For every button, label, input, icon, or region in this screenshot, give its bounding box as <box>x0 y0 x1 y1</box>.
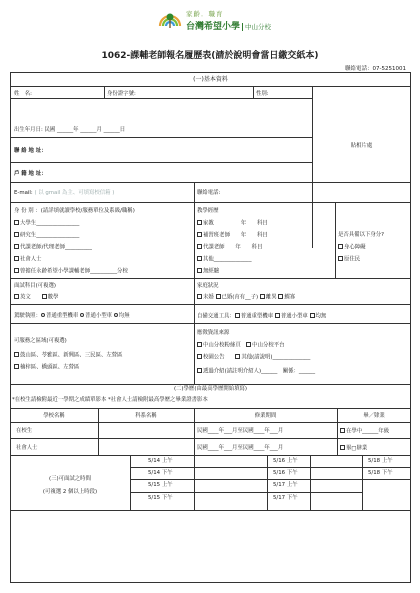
teaching-option-label: 補習班老師 <box>203 232 230 239</box>
areas-options-row1[interactable]: 鼓山區、苓雅區、新興區、三民區、左營區 <box>14 352 123 359</box>
id-label: 身份證字號: <box>107 91 136 97</box>
border-bottom <box>10 582 411 583</box>
education-status-label: 畢□肄業 <box>346 445 368 452</box>
slot-5-15-pm[interactable]: 5/15 下午 <box>148 495 173 501</box>
source-options-row3[interactable]: 透過介紹(請註明介紹人)______ 關係：______ <box>197 368 315 375</box>
divider <box>10 438 411 439</box>
divider <box>194 408 195 455</box>
application-form <box>10 72 411 583</box>
license-option-label: 普通重型機車 <box>45 313 79 319</box>
divider <box>10 304 411 305</box>
family-option-label: 已婚(育有__子) <box>221 294 259 301</box>
area-option-label: 苓雅區 <box>41 352 58 359</box>
identity-option-label: 曾擔任永齡希望小學課輔老師 <box>20 268 91 275</box>
teaching-option-other[interactable]: 其他______________ <box>197 256 252 263</box>
disability-question: 是否具備以下身分? <box>338 232 384 238</box>
contact-phone: 聯絡電話：07-5251001 <box>345 66 406 72</box>
teaching-option-cram[interactable] <box>197 232 268 239</box>
email-hint: ( 以 gmail 為主、可填寫校信箱 ) <box>34 190 115 196</box>
divider <box>10 182 411 183</box>
education-header-department: 科系名稱 <box>135 413 157 419</box>
logo-name <box>186 19 271 32</box>
teaching-year-word: 年 <box>235 244 241 251</box>
logo-branch-name: 中山分校 <box>242 23 271 31</box>
divider <box>98 408 99 455</box>
teaching-subject-word: 科目 <box>256 232 268 239</box>
divider <box>253 86 254 98</box>
divider <box>104 86 105 98</box>
education-row-student-period[interactable]: 民國____年___月至民國____年___月 <box>197 428 284 434</box>
education-note: *在校生請檢附最近一學期之成績單影本 *社會人士請檢附最高學歷之畢業證書影本 <box>12 397 208 403</box>
section-basic-heading: (一)基本資料 <box>193 76 228 83</box>
area-option-label: 左營區 <box>106 352 123 359</box>
family-option-label: 離異 <box>265 294 277 301</box>
divider <box>10 86 411 87</box>
identity-option-former-tutor[interactable]: 曾擔任永齡希望小學課輔老師__________分校 <box>14 268 128 275</box>
teaching-subject-word: 科目 <box>256 220 268 227</box>
teaching-option-none[interactable] <box>197 268 219 275</box>
identity-heading: 身 份 別 ：(請詳填就讀學校/服務單位及系級/職稱) <box>14 208 135 214</box>
address-label: 聯 絡 地 址： <box>14 148 47 154</box>
phone-label[interactable]: 聯絡電話: <box>197 190 221 196</box>
disability-option-indigenous[interactable] <box>338 256 360 263</box>
identity-option-label: 研究生 <box>20 232 37 239</box>
identity-option-undergrad[interactable]: 大學生________________ <box>14 220 79 227</box>
logo <box>157 6 287 40</box>
photo-placeholder[interactable]: 貼相片處 <box>350 143 373 149</box>
education-header-school: 學校名稱 <box>43 413 65 419</box>
teaching-option-label: 代課老師 <box>203 244 225 251</box>
source-options-row2[interactable]: 校園公告 其他(請說明)______________ <box>197 354 310 361</box>
divider <box>10 455 411 456</box>
identity-option-substitute[interactable]: 代課老師/代理老師__________ <box>14 244 92 251</box>
vehicle-option-label: 均無 <box>315 313 327 320</box>
family-heading: 家庭狀況 <box>197 283 219 289</box>
slot-5-18-pm[interactable]: 5/18 下午 <box>368 470 393 476</box>
area-option-label: 新興區 <box>63 352 80 359</box>
vehicle-label: 自備交通工具： <box>197 313 235 320</box>
family-option-label: 未婚 <box>203 294 214 301</box>
education-row-public-period[interactable]: 民國____年___月至民國____年___月 <box>197 445 284 451</box>
divider <box>310 455 311 510</box>
divider <box>10 384 411 385</box>
divider <box>267 455 268 510</box>
license-option-label: 均無 <box>118 313 130 319</box>
divider <box>10 202 411 203</box>
divider <box>10 162 312 163</box>
divider <box>335 202 336 278</box>
teaching-option-tutor[interactable] <box>197 220 268 227</box>
education-row-student-label: 在校生 <box>16 428 33 434</box>
teaching-option-label: 無經驗 <box>203 268 220 275</box>
divider <box>194 202 195 278</box>
areas-options-row2[interactable]: 楠梓區、橋頭區、左營區 <box>14 364 79 371</box>
vehicle-option-label: 普通小型車 <box>280 313 308 320</box>
teaching-year-word: 年 <box>240 232 247 239</box>
family-options[interactable] <box>197 294 295 301</box>
subjects-options[interactable] <box>14 294 58 301</box>
disability-option-label: 身心障礙 <box>344 244 366 251</box>
household-address-label: 戶 籍 地 址： <box>14 171 47 177</box>
area-option-label: 左營區 <box>63 364 80 371</box>
divider <box>130 479 411 480</box>
education-header-period: 修業期間 <box>254 413 277 419</box>
education-header-status: 畢／肄業 <box>363 413 385 419</box>
teaching-heading: 教學經歷 <box>197 208 219 214</box>
slot-5-18-am[interactable]: 5/18 上午 <box>368 458 393 464</box>
education-row-public-status[interactable] <box>340 445 367 452</box>
divider <box>10 323 411 324</box>
identity-option-label: 社會人士 <box>20 256 42 263</box>
birth-year-unit: 年 <box>73 127 79 133</box>
vehicle-option-label: 普通重型機車 <box>240 313 274 320</box>
disability-option-label: 原住民 <box>344 256 361 263</box>
identity-school-suffix: 分校 <box>117 268 128 275</box>
birth-day-unit: 日 <box>119 127 126 133</box>
subjects-heading: 面試科目(可複選) <box>14 283 56 289</box>
area-option-label: 楠梓區 <box>20 364 37 371</box>
border-left <box>10 72 11 583</box>
source-option-label: 中山分校平台 <box>252 342 285 349</box>
source-heading: 應徵資訊來源 <box>197 330 230 336</box>
section-education-heading: (二)學歷(由最高學歷開始填寫) <box>173 386 248 392</box>
divider <box>337 408 338 455</box>
divider <box>194 182 195 202</box>
teaching-option-label: 其他 <box>203 256 214 263</box>
slot-5-17-am[interactable]: 5/17 上午 <box>273 482 298 488</box>
slot-5-14-pm[interactable]: 5/14 下午 <box>148 470 173 476</box>
education-status-label: 在學中______年級 <box>346 428 390 435</box>
divider <box>10 408 411 409</box>
slot-5-14-am[interactable]: 5/14 上午 <box>148 458 173 464</box>
source-option-label: 校園公告 <box>203 354 225 361</box>
license-label: 駕駛執照： <box>14 313 41 319</box>
license-option-label: 普通小型車 <box>85 313 113 319</box>
border-top <box>10 72 411 73</box>
identity-option-graduate[interactable]: 研究生________________ <box>14 232 79 239</box>
divider <box>10 510 411 511</box>
slot-5-16-am[interactable]: 5/16 上午 <box>273 458 298 464</box>
form-title: 1062-課輔老師報名履歷表(請於說明會當日繳交紙本) <box>101 51 319 61</box>
slot-5-17-pm[interactable]: 5/17 下午 <box>273 495 298 501</box>
area-option-label: 三民區 <box>84 352 101 359</box>
teaching-option-label: 家教 <box>203 220 214 227</box>
logo-tagline: 家齡．職育 <box>186 10 224 18</box>
birth-month-unit: 月 <box>96 127 102 133</box>
divider <box>362 455 363 510</box>
teaching-subject-word: 科目 <box>251 244 263 251</box>
birth-label: 出生年月日: 民國 <box>14 127 56 133</box>
education-row-public-label: 社會人士 <box>16 445 38 451</box>
area-option-label: 鼓山區 <box>20 352 37 359</box>
subject-option-english: 英文 <box>20 294 31 301</box>
source-option-label: 其他(請說明) <box>241 354 273 361</box>
divider <box>10 98 312 99</box>
interview-sublabel: (可複選 2 個以上時段) <box>42 489 98 495</box>
birth-date-field[interactable]: 出生年月日: 民國 ______年 ______月 ______日 <box>14 127 126 133</box>
teaching-option-substitute[interactable] <box>197 244 262 251</box>
identity-option-public[interactable] <box>14 256 42 263</box>
identity-option-label: 大學生 <box>20 220 37 227</box>
interview-label: (三)可面試之時間 <box>49 476 91 482</box>
source-option-label: 透過介紹(請註明介紹人) <box>203 368 262 375</box>
source-options-row1[interactable] <box>197 342 285 349</box>
divider <box>194 455 195 510</box>
email-field[interactable] <box>14 190 114 197</box>
education-row-student-status[interactable] <box>340 428 389 435</box>
vehicle-options[interactable] <box>197 313 326 320</box>
divider <box>10 137 312 138</box>
subject-option-math: 數學 <box>47 294 59 301</box>
name-label: 姓 名: <box>14 91 32 97</box>
slot-5-15-am[interactable]: 5/15 上午 <box>148 482 173 488</box>
rainbow-tree-logo-icon <box>157 8 183 34</box>
divider <box>130 467 411 468</box>
teaching-year-word: 年 <box>240 220 247 227</box>
area-option-label: 橋頭區 <box>41 364 58 371</box>
divider <box>10 278 411 279</box>
divider <box>312 86 313 248</box>
logo-school-name: 台灣希望小學 <box>186 22 241 32</box>
family-option-label: 鰥寡 <box>284 294 296 301</box>
license-options[interactable] <box>14 313 130 320</box>
divider <box>194 323 195 384</box>
identity-option-label: 代課老師/代理老師 <box>20 244 65 251</box>
divider <box>130 455 131 510</box>
source-relation-label: 關係： <box>282 368 299 375</box>
slot-5-16-pm[interactable]: 5/16 下午 <box>273 470 298 476</box>
source-option-label: 中山分校粉絲頁 <box>203 342 241 349</box>
email-label: E-mail: <box>14 190 33 196</box>
areas-heading: 可服務之區域(可複選) <box>14 338 67 344</box>
divider <box>130 492 362 493</box>
disability-option-disabled[interactable] <box>338 244 366 251</box>
gender-label: 性別: <box>256 91 269 97</box>
divider <box>10 422 411 423</box>
